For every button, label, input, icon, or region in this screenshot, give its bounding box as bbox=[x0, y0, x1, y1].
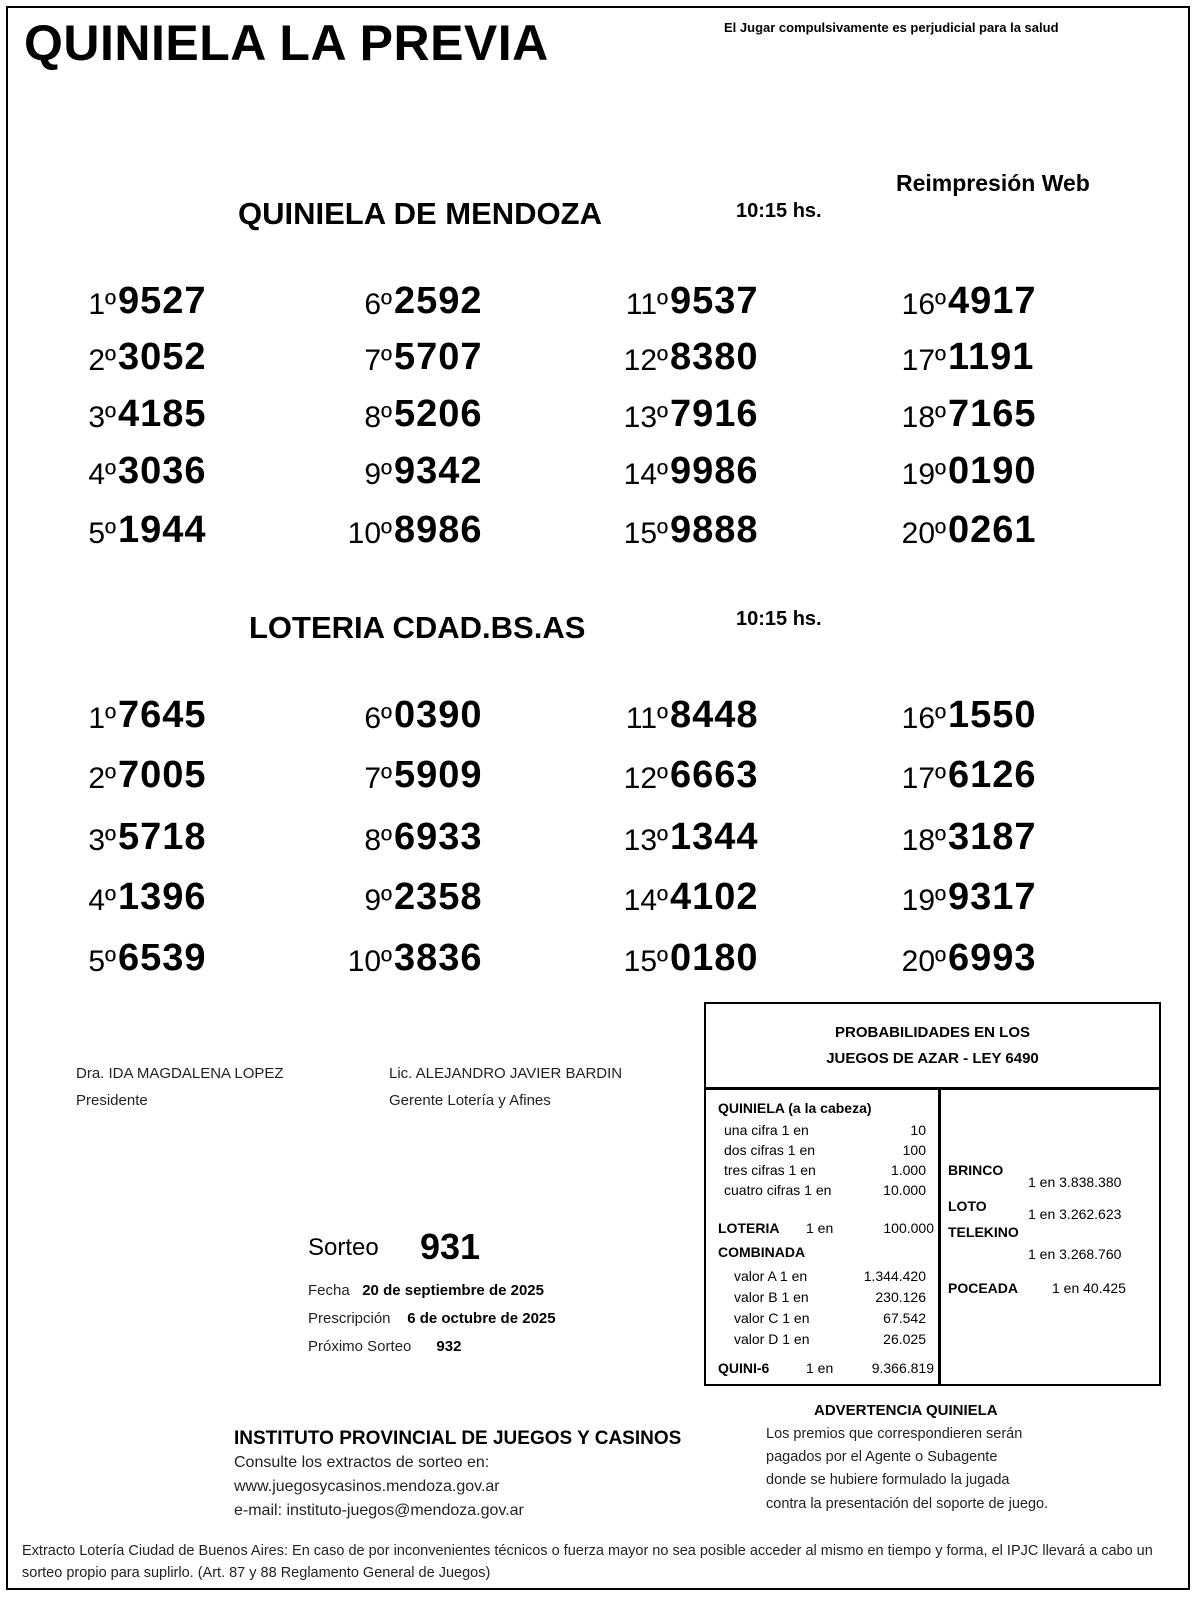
result-number: 8448 bbox=[670, 694, 759, 736]
result-position: 3º bbox=[88, 401, 116, 434]
institute-line1: Consulte los extractos de sorteo en: bbox=[234, 1454, 490, 1471]
result-position: 10º bbox=[347, 517, 392, 550]
result-number: 2592 bbox=[394, 280, 483, 322]
result-position: 17º bbox=[901, 762, 946, 795]
signer-name: Lic. ALEJANDRO JAVIER BARDIN bbox=[389, 1065, 623, 1082]
result-cell bbox=[878, 336, 1078, 386]
result-number: 8986 bbox=[394, 509, 483, 551]
result-number: 6126 bbox=[948, 754, 1037, 796]
result-cell bbox=[324, 754, 524, 804]
advertencia-line: contra la presentación del soporte de juego. bbox=[766, 1496, 1049, 1512]
result-position: 7º bbox=[364, 762, 392, 795]
result-number: 7005 bbox=[118, 754, 207, 796]
poceada-label: POCEADA bbox=[948, 1280, 1019, 1296]
result-number: 0261 bbox=[948, 509, 1037, 551]
poceada-value: 1 en 40.425 bbox=[1052, 1280, 1126, 1296]
gambling-warning: El Jugar compulsivamente es perjudicial para la salud bbox=[724, 20, 1059, 35]
result-cell bbox=[600, 754, 800, 804]
result-position: 16º bbox=[901, 702, 946, 735]
prescripcion-label: Prescripción bbox=[308, 1310, 391, 1327]
result-number: 6933 bbox=[394, 816, 483, 858]
result-cell bbox=[324, 816, 524, 866]
signer-role: Presidente bbox=[76, 1092, 148, 1109]
footer-note: Extracto Lotería Ciudad de Buenos Aires: En caso de por inconvenientes técnicos o fuerza mayor no sea posible acceder al mismo en tiempo y forma, el IPJC llevará a cabo un sorteo propio para suplirlo. (Art. 87 y 88 Reglamento General de Juegos) bbox=[22, 1543, 1153, 1581]
brinco-label: BRINCO bbox=[948, 1162, 1004, 1178]
result-position: 5º bbox=[88, 945, 116, 978]
result-number: 6993 bbox=[948, 937, 1037, 979]
result-cell bbox=[324, 694, 524, 744]
result-cell bbox=[878, 754, 1078, 804]
result-position: 14º bbox=[623, 884, 668, 917]
advertencia-line: pagados por el Agente o Subagente bbox=[766, 1449, 998, 1465]
result-position: 17º bbox=[901, 344, 946, 377]
signer-role: Gerente Lotería y Afines bbox=[389, 1092, 551, 1109]
result-cell bbox=[324, 393, 524, 443]
combinada-prob-label: valor D 1 en bbox=[734, 1331, 810, 1347]
result-cell bbox=[324, 280, 524, 330]
result-cell bbox=[878, 509, 1078, 559]
combinada-prob-value: 26.025 bbox=[883, 1331, 926, 1347]
result-number: 3187 bbox=[948, 816, 1037, 858]
result-position: 3º bbox=[88, 824, 116, 857]
result-number: 9537 bbox=[670, 280, 759, 322]
proximo-value: 932 bbox=[436, 1338, 462, 1355]
combinada-prob-title: COMBINADA bbox=[718, 1244, 806, 1260]
result-cell bbox=[48, 876, 248, 926]
result-number: 9527 bbox=[118, 280, 207, 322]
result-number: 3836 bbox=[394, 937, 483, 979]
telekino-value: 1 en 3.268.760 bbox=[1028, 1246, 1122, 1262]
loteria-prob-value: 100.000 bbox=[883, 1220, 934, 1236]
signer-name: Dra. IDA MAGDALENA LOPEZ bbox=[76, 1065, 284, 1082]
result-number: 0180 bbox=[670, 937, 759, 979]
result-position: 14º bbox=[623, 458, 668, 491]
proximo-row bbox=[308, 1338, 461, 1355]
section-title-bsas: LOTERIA CDAD.BS.AS bbox=[249, 610, 586, 645]
advertencia-line: donde se hubiere formulado la jugada bbox=[766, 1472, 1010, 1488]
combinada-prob-label: valor A 1 en bbox=[734, 1268, 808, 1284]
result-cell bbox=[878, 280, 1078, 330]
result-cell bbox=[600, 816, 800, 866]
result-cell bbox=[48, 937, 248, 987]
result-number: 4102 bbox=[670, 876, 759, 918]
quiniela-prob-label: una cifra 1 en bbox=[724, 1122, 809, 1138]
quiniela-prob-value: 100 bbox=[902, 1142, 926, 1158]
result-position: 1º bbox=[88, 702, 116, 735]
telekino-label: TELEKINO bbox=[948, 1224, 1019, 1240]
page-title: QUINIELA LA PREVIA bbox=[24, 15, 549, 71]
result-cell bbox=[878, 694, 1078, 744]
advertencia-title: ADVERTENCIA QUINIELA bbox=[814, 1402, 998, 1419]
loteria-prob-text: 1 en bbox=[806, 1220, 834, 1236]
result-number: 8380 bbox=[670, 336, 759, 378]
fecha-value: 20 de septiembre de 2025 bbox=[362, 1282, 544, 1299]
result-number: 5909 bbox=[394, 754, 483, 796]
result-number: 7165 bbox=[948, 393, 1037, 435]
result-number: 9317 bbox=[948, 876, 1037, 918]
result-position: 2º bbox=[88, 344, 116, 377]
proximo-label: Próximo Sorteo bbox=[308, 1338, 412, 1355]
probabilities-title bbox=[706, 1004, 1159, 1090]
result-position: 4º bbox=[88, 458, 116, 491]
section-title-mendoza: QUINIELA DE MENDOZA bbox=[238, 196, 602, 231]
result-cell bbox=[48, 450, 248, 500]
institute-email: e-mail: instituto-juegos@mendoza.gov.ar bbox=[234, 1502, 524, 1519]
result-position: 12º bbox=[623, 762, 668, 795]
prescripcion-value: 6 de octubre de 2025 bbox=[407, 1310, 556, 1327]
result-position: 1º bbox=[88, 288, 116, 321]
result-position: 19º bbox=[901, 458, 946, 491]
result-position: 9º bbox=[364, 884, 392, 917]
result-cell bbox=[48, 336, 248, 386]
result-position: 8º bbox=[364, 824, 392, 857]
result-cell bbox=[878, 450, 1078, 500]
signer-president bbox=[76, 1060, 284, 1114]
result-position: 13º bbox=[623, 401, 668, 434]
loteria-prob-label: LOTERIA bbox=[718, 1220, 780, 1236]
result-position: 7º bbox=[364, 344, 392, 377]
section-time-mendoza: 10:15 hs. bbox=[736, 200, 822, 222]
result-cell bbox=[600, 509, 800, 559]
result-cell bbox=[48, 816, 248, 866]
result-cell bbox=[324, 509, 524, 559]
result-position: 18º bbox=[901, 401, 946, 434]
loto-label: LOTO bbox=[948, 1198, 987, 1214]
result-number: 4917 bbox=[948, 280, 1037, 322]
result-number: 9342 bbox=[394, 450, 483, 492]
probabilities-divider bbox=[938, 1090, 941, 1386]
result-position: 15º bbox=[623, 945, 668, 978]
result-cell bbox=[324, 450, 524, 500]
result-cell bbox=[878, 393, 1078, 443]
combinada-prob-label: valor C 1 en bbox=[734, 1310, 810, 1326]
section-time-bsas: 10:15 hs. bbox=[736, 608, 822, 630]
result-position: 19º bbox=[901, 884, 946, 917]
quiniela-prob-value: 10 bbox=[910, 1122, 926, 1138]
result-cell bbox=[48, 694, 248, 744]
result-position: 10º bbox=[347, 945, 392, 978]
result-number: 2358 bbox=[394, 876, 483, 918]
result-position: 2º bbox=[88, 762, 116, 795]
result-number: 1396 bbox=[118, 876, 207, 918]
result-cell bbox=[600, 876, 800, 926]
result-number: 0390 bbox=[394, 694, 483, 736]
result-number: 1191 bbox=[948, 336, 1035, 378]
combinada-prob-value: 1.344.420 bbox=[863, 1268, 926, 1284]
institute-website: www.juegosycasinos.mendoza.gov.ar bbox=[234, 1478, 500, 1495]
result-number: 5718 bbox=[118, 816, 207, 858]
result-position: 12º bbox=[623, 344, 668, 377]
combinada-prob-value: 230.126 bbox=[875, 1289, 926, 1305]
result-position: 4º bbox=[88, 884, 116, 917]
result-number: 4185 bbox=[118, 393, 207, 435]
result-number: 0190 bbox=[948, 450, 1037, 492]
result-position: 13º bbox=[623, 824, 668, 857]
result-position: 18º bbox=[901, 824, 946, 857]
result-cell bbox=[600, 336, 800, 386]
result-number: 3036 bbox=[118, 450, 207, 492]
result-number: 9986 bbox=[670, 450, 759, 492]
result-cell bbox=[600, 937, 800, 987]
fecha-row bbox=[308, 1282, 544, 1299]
result-position: 8º bbox=[364, 401, 392, 434]
quiniela-prob-label: cuatro cifras 1 en bbox=[724, 1182, 832, 1198]
result-position: 6º bbox=[364, 288, 392, 321]
result-cell bbox=[878, 876, 1078, 926]
result-position: 6º bbox=[364, 702, 392, 735]
result-position: 16º bbox=[901, 288, 946, 321]
quini6-prob-text: 1 en bbox=[806, 1360, 834, 1376]
quini6-prob-value: 9.366.819 bbox=[871, 1360, 934, 1376]
result-cell bbox=[48, 754, 248, 804]
result-number: 6663 bbox=[670, 754, 759, 796]
result-cell bbox=[600, 393, 800, 443]
result-number: 7645 bbox=[118, 694, 207, 736]
quiniela-prob-value: 1.000 bbox=[890, 1162, 926, 1178]
probabilities-title-line1: PROBABILIDADES EN LOS bbox=[834, 1024, 1030, 1041]
result-number: 7916 bbox=[670, 393, 759, 435]
quiniela-prob-value: 10.000 bbox=[883, 1182, 926, 1198]
result-position: 20º bbox=[901, 945, 946, 978]
institute-name: INSTITUTO PROVINCIAL DE JUEGOS Y CASINOS bbox=[234, 1428, 682, 1449]
result-cell bbox=[48, 509, 248, 559]
result-position: 9º bbox=[364, 458, 392, 491]
result-number: 6539 bbox=[118, 937, 207, 979]
combinada-prob-value: 67.542 bbox=[883, 1310, 926, 1326]
signer-manager bbox=[389, 1060, 622, 1114]
quiniela-prob-label: tres cifras 1 en bbox=[724, 1162, 816, 1178]
probabilities-title-line2: JUEGOS DE AZAR - LEY 6490 bbox=[826, 1050, 1039, 1067]
fecha-label: Fecha bbox=[308, 1282, 350, 1299]
result-number: 1550 bbox=[948, 694, 1037, 736]
result-cell bbox=[48, 280, 248, 330]
result-position: 20º bbox=[901, 517, 946, 550]
quiniela-prob-label: dos cifras 1 en bbox=[724, 1142, 816, 1158]
quini6-prob-label: QUINI-6 bbox=[718, 1360, 770, 1376]
combinada-prob-label: valor B 1 en bbox=[734, 1289, 809, 1305]
advertencia-line: Los premios que correspondieren serán bbox=[766, 1426, 1023, 1442]
result-number: 3052 bbox=[118, 336, 207, 378]
result-number: 9888 bbox=[670, 509, 759, 551]
result-position: 15º bbox=[623, 517, 668, 550]
result-cell bbox=[600, 694, 800, 744]
result-cell bbox=[324, 336, 524, 386]
sorteo-label: Sorteo bbox=[308, 1234, 379, 1261]
prescripcion-row bbox=[308, 1310, 556, 1327]
result-position: 11º bbox=[625, 288, 668, 321]
result-cell bbox=[878, 937, 1078, 987]
brinco-value: 1 en 3.838.380 bbox=[1028, 1174, 1122, 1190]
reprint-label: Reimpresión Web bbox=[896, 170, 1090, 196]
result-position: 11º bbox=[625, 702, 668, 735]
loto-value: 1 en 3.262.623 bbox=[1028, 1206, 1122, 1222]
result-cell bbox=[600, 450, 800, 500]
result-number: 1944 bbox=[118, 509, 207, 551]
result-cell bbox=[600, 280, 800, 330]
result-cell bbox=[48, 393, 248, 443]
result-position: 5º bbox=[88, 517, 116, 550]
result-cell bbox=[324, 937, 524, 987]
quiniela-prob-title: QUINIELA (a la cabeza) bbox=[718, 1100, 872, 1116]
result-number: 5206 bbox=[394, 393, 483, 435]
result-number: 5707 bbox=[394, 336, 483, 378]
result-number: 1344 bbox=[670, 816, 759, 858]
sorteo-number: 931 bbox=[420, 1226, 481, 1267]
probabilities-box bbox=[704, 1002, 1161, 1386]
result-cell bbox=[324, 876, 524, 926]
result-cell bbox=[878, 816, 1078, 866]
